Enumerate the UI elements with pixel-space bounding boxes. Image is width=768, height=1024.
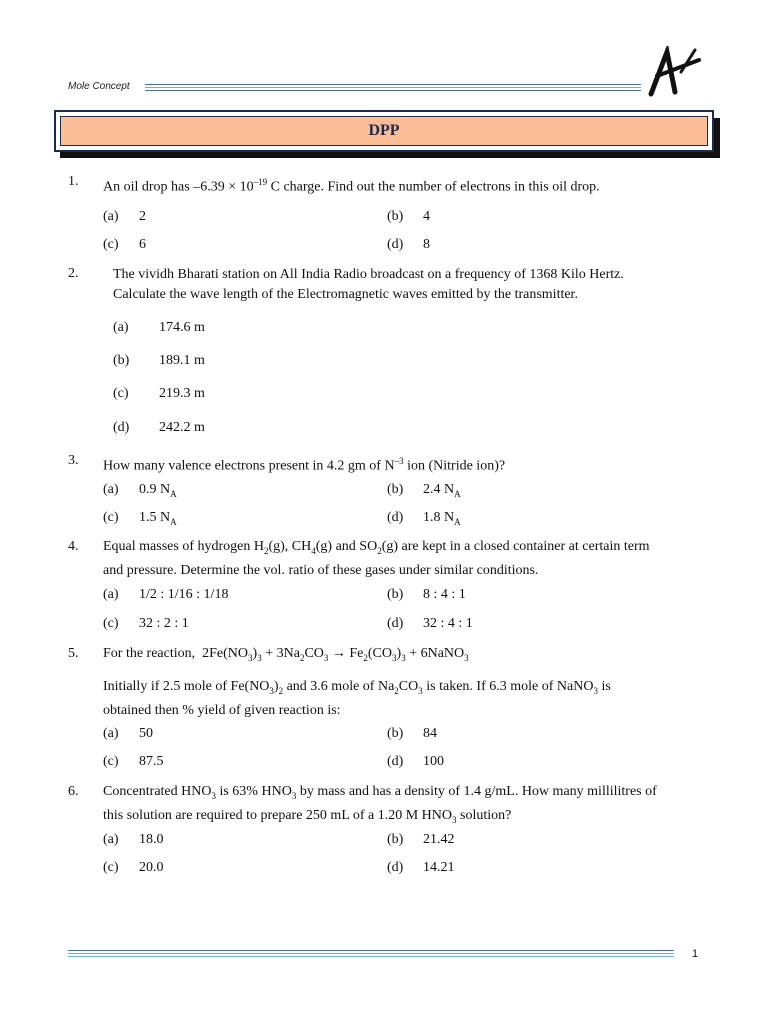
footer-rule	[68, 950, 674, 962]
question-text: Initially if 2.5 mole of $Fe(NO_3)_2$ and 3.6 mole of $Na_2CO_3$ is taken. If 6.3 mole of NaNO$_3$ is obtained then % yield of given reaction is:	[103, 679, 611, 718]
option-b: (b) 2.4 $N_A$	[387, 482, 461, 499]
option-a: (a) 50	[103, 726, 153, 741]
option-b: (b) 4	[387, 209, 430, 224]
page-number: 1	[692, 948, 699, 960]
banner-title: DPP	[60, 116, 708, 146]
option-c: (c) 6	[103, 237, 146, 252]
question-text: How many valence electrons present in 4.2 gm of $N^{-3}$ ion (Nitride ion)?	[103, 456, 506, 474]
question-number: 6.	[68, 784, 79, 799]
option-b: (b) 21.42	[387, 832, 455, 847]
option-d: (d) 32 : 4 : 1	[387, 616, 473, 631]
question-text: Concentrated $HNO_3$ is 63% $HNO_3$ by mass and has a density of 1.4 g/mL. How many millilitres of this solution are required to prepare 250 mL of a 1.20 M $HNO_3$ solution?	[103, 784, 657, 825]
option-c: (c) 20.0	[103, 860, 164, 875]
option-b: (b) 84	[387, 726, 437, 741]
option-d: (d) 1.8 $N_A$	[387, 510, 461, 527]
option-a: (a) 2	[103, 209, 146, 224]
option-a: (a) 18.0	[103, 832, 164, 847]
option-d: (d) 8	[387, 237, 430, 252]
reaction-equation: For the reaction, $2Fe(NO_3)_3 + 3Na_2CO_3 \to Fe_2(CO_3)_3$ + 6NaNO$_3$	[103, 646, 469, 663]
brand-logo	[645, 46, 703, 98]
option-c: (c) 1.5 $N_A$	[103, 510, 177, 527]
header-title: Mole Concept	[68, 81, 130, 92]
header-rule	[145, 84, 641, 92]
question-number: 1.	[68, 174, 79, 189]
option-a: (a) 174.6 m	[113, 320, 205, 335]
option-a: (a) 0.9 $N_A$	[103, 482, 177, 499]
option-c: (c) 87.5	[103, 754, 164, 769]
option-a: (a) 1/2 : 1/16 : 1/18	[103, 587, 229, 602]
option-c: (c) 32 : 2 : 1	[103, 616, 189, 631]
option-b: (b) 8 : 4 : 1	[387, 587, 466, 602]
question-number: 4.	[68, 539, 79, 554]
option-d: (d) 242.2 m	[113, 420, 205, 435]
option-d: (d) 14.21	[387, 860, 455, 875]
option-c: (c) 219.3 m	[113, 386, 205, 401]
question-text: An oil drop has $-6.39 \times 10^{-19}$ C charge. Find out the number of electrons in this oil drop.	[103, 177, 600, 195]
question-number: 2.	[68, 266, 79, 281]
option-d: (d) 100	[387, 754, 444, 769]
question-number: 3.	[68, 453, 79, 468]
question-text: The vividh Bharati station on All India Radio broadcast on a frequency of 1368 Kilo Hertz. Calculate the wave length of the Electromagnetic waves emitted by the transmitter.	[113, 267, 624, 302]
question-text: Equal masses of hydrogen $H_2(g)$, $CH_4(g)$ and $SO_2(g)$ are kept in a closed container at certain term and pressure. Determine the vol. ratio of these gases under similar conditions.	[103, 539, 650, 578]
question-number: 5.	[68, 646, 79, 661]
option-b: (b) 189.1 m	[113, 353, 205, 368]
